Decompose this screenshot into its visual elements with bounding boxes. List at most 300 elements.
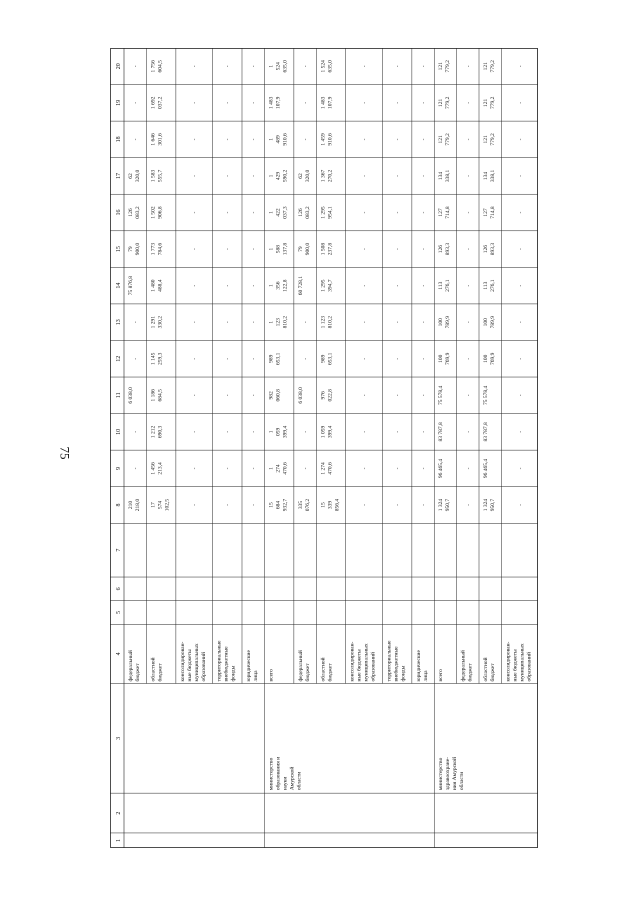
empty-cell-dash: - [421,504,428,506]
empty-cell-dash: - [225,211,232,214]
empty-cell-dash: - [421,101,428,104]
row-label: территориальные [216,640,223,682]
row-label: юридические [245,650,252,682]
cell-value-col-14: 113 [483,281,490,290]
empty-cell-dash: - [225,430,232,433]
column-number-9: 9 [116,466,122,470]
empty-cell-dash: - [362,504,369,506]
empty-cell-dash: - [362,138,369,141]
cell-value-col-17: 338,1 [490,169,497,183]
cell-value-col-12: 769,9 [445,352,452,365]
column-number-20: 20 [116,63,122,70]
empty-cell-dash: - [421,211,428,214]
cell-value-col-19: 779,2 [490,96,497,110]
cell-value-col-12: 100 [483,354,490,363]
empty-cell-dash: - [251,65,258,68]
column-number-7: 7 [116,548,122,552]
row-label: фонды [400,665,407,682]
cell-value-col-10: 83 787,8 [438,422,445,442]
cell-value-col-11: 022,8 [327,389,334,402]
empty-cell-dash: - [465,357,472,360]
cell-value-col-11: 060,8 [275,389,282,402]
empty-cell-dash: - [395,394,402,397]
cell-value-col-8: 076,2 [304,498,311,512]
cell-value-col-14: 1 295 [320,279,327,292]
empty-cell-dash: - [421,357,428,360]
empty-cell-dash: - [225,248,232,250]
empty-cell-dash: - [362,175,369,177]
empty-cell-dash: - [362,357,369,360]
cell-value-col-17: 1 583 [150,169,157,183]
empty-cell-dash: - [225,504,232,506]
row-label: внебюджетные [223,646,230,682]
cell-value-col-15: 784,6 [157,242,164,256]
cell-value-col-11: 75 578,4 [438,385,445,405]
row-label: бюджет [327,663,334,682]
cell-value-col-17: 555,7 [157,169,164,183]
empty-cell-dash: - [421,467,428,470]
cell-value-col-8: 210 [128,500,134,510]
cell-value-col-15: 137,8 [282,242,289,256]
column-number-4: 4 [116,652,122,656]
cell-value-col-15: 893,3 [445,242,452,256]
empty-cell-dash: - [133,101,140,104]
empty-cell-dash: - [517,175,524,177]
empty-cell-dash: - [133,321,140,324]
empty-cell-dash: - [465,175,472,177]
organization-name: Амурской [289,766,296,791]
cell-value-col-16: 422 [275,208,282,217]
empty-cell-dash: - [395,321,402,324]
cell-value-col-14: 1 480 [150,279,157,292]
cell-value-col-15: 79 [128,246,134,252]
cell-value-col-17: 590,2 [282,169,289,183]
empty-cell-dash: - [395,248,402,250]
empty-cell-dash: - [192,101,199,104]
row-label: муниципальных [193,643,200,682]
cell-value-col-20: 121 [438,62,445,71]
empty-cell-dash: - [192,357,199,360]
row-label: областной [150,657,157,682]
cell-value-col-17: 320,0 [304,169,311,183]
cell-value-col-8: 339 [327,500,334,510]
cell-value-col-20: 635,0 [282,60,289,73]
empty-cell-dash: - [133,138,140,141]
column-number-8: 8 [116,503,122,507]
organization-name: министерство [268,757,275,791]
empty-cell-dash: - [362,211,369,214]
cell-value-col-8: 950,7 [445,498,452,512]
empty-cell-dash: - [251,321,258,324]
cell-value-col-12: 989 [320,354,327,363]
cell-value-col-15: 900,0 [135,242,141,256]
cell-value-col-17: 429 [275,171,282,181]
cell-value-col-10: 399,4 [282,425,289,439]
cell-value-col-17: 134 [438,171,445,181]
cell-value-col-14: 488,4 [157,279,164,292]
cell-value-col-15: 79 [297,246,304,252]
empty-cell-dash: - [517,430,524,433]
cell-value-col-16: 126 [297,208,304,217]
empty-cell-dash: - [517,284,524,287]
row-label: территориальные [386,640,393,682]
cell-value-col-14: 113 [438,281,445,290]
cell-value-col-8: 15 [320,502,327,508]
empty-cell-dash: - [362,394,369,397]
cell-value-col-16: 127 [483,208,490,217]
empty-cell-dash: - [517,321,524,324]
empty-cell-dash: - [395,175,402,177]
empty-cell-dash: - [303,101,310,104]
empty-cell-dash: - [421,284,428,287]
row-label: бюджет [135,663,141,682]
cell-value-col-11: 6 038,0 [128,387,134,404]
cell-value-col-10: 1 [268,430,275,434]
empty-cell-dash: - [303,467,310,470]
row-label: областной [320,657,327,682]
empty-cell-dash: - [225,65,232,68]
empty-cell-dash: - [465,138,472,141]
cell-value-col-16: 1 [268,211,275,214]
empty-cell-dash: - [251,101,258,104]
cell-value-col-8: 932,7 [282,498,289,512]
cell-value-col-14: 276,1 [445,279,452,292]
column-number-12: 12 [116,355,122,362]
cell-value-col-18: 121 [438,135,445,144]
row-label: бюджет [304,663,311,682]
row-label: бюджет [467,663,474,682]
cell-value-col-19: 1 483 [320,96,327,110]
cell-value-col-9: 470,6 [282,462,289,475]
cell-value-col-16: 906,8 [157,206,164,219]
cell-value-col-13: 810,2 [282,316,289,329]
empty-cell-dash: - [251,504,258,506]
empty-cell-dash: - [303,65,310,68]
empty-cell-dash: - [362,248,369,250]
organization-name: министерство [438,757,445,791]
row-label: ные бюджеты [356,649,363,682]
empty-cell-dash: - [465,101,472,104]
cell-value-col-20: 1 756 [150,60,157,73]
empty-cell-dash: - [465,65,472,68]
row-label: образований [200,652,207,682]
empty-cell-dash: - [192,248,199,250]
cell-value-col-12: 653,1 [327,352,334,365]
empty-cell-dash: - [251,211,258,214]
table-border [111,49,538,848]
empty-cell-dash: - [395,357,402,360]
row-label: юридические [415,650,422,682]
empty-cell-dash: - [465,248,472,250]
empty-cell-dash: - [465,394,472,397]
row-label: ные бюджеты [512,649,519,682]
empty-cell-dash: - [465,211,472,214]
empty-cell-dash: - [133,357,140,360]
cell-value-col-9: 470,6 [327,462,334,475]
column-number-1: 1 [116,838,122,842]
cell-value-col-19: 1 483 [268,96,275,110]
cell-value-col-12: 259,3 [157,352,164,365]
cell-value-col-16: 714,8 [490,206,497,219]
cell-value-col-12: 989 [268,354,275,363]
empty-cell-dash: - [395,101,402,104]
cell-value-col-13: 123 [275,318,282,327]
cell-value-col-18: 779,2 [445,133,452,146]
cell-value-col-9: 1 [268,467,275,470]
cell-value-col-13: 1 [268,320,275,324]
row-label: федеральный [460,650,467,682]
row-label: всего [268,669,275,682]
cell-value-col-11: 1 186 [150,389,157,402]
cell-value-col-13: 100 [483,318,490,327]
empty-cell-dash: - [225,394,232,397]
cell-value-col-15: 1 [268,247,275,251]
empty-cell-dash: - [225,284,232,287]
empty-cell-dash: - [362,101,369,104]
cell-value-col-19: 037,2 [157,96,164,110]
cell-value-col-14: 60 728,1 [297,276,304,296]
cell-value-col-17: 1 [268,174,275,178]
column-number-2: 2 [116,811,122,815]
cell-value-col-15: 126 [438,244,445,254]
cell-value-col-10: 690,3 [157,425,164,439]
row-label: лица [252,670,259,682]
cell-value-col-15: 900,0 [304,242,311,256]
empty-cell-dash: - [251,175,258,177]
empty-cell-dash: - [421,138,428,141]
cell-value-col-12: 769,9 [490,352,497,365]
cell-value-col-10: 399,4 [327,425,334,439]
cell-value-col-10: 1 059 [320,425,327,439]
cell-value-col-18: 1 [268,138,275,141]
cell-value-col-19: 1 692 [150,96,157,110]
empty-cell-dash: - [225,321,232,324]
row-label: областной [483,657,490,682]
cell-value-col-17: 338,1 [445,169,452,183]
cell-value-col-20: 1 524 [320,60,327,73]
empty-cell-dash: - [192,467,199,470]
cell-value-col-8: 950,7 [490,498,497,512]
cell-value-col-18: 779,2 [490,133,497,146]
cell-value-col-16: 083,2 [304,206,311,219]
cell-value-col-16: 954,1 [327,206,334,219]
cell-value-col-19: 121 [438,98,445,107]
row-label: ные бюджеты [186,649,193,682]
column-number-10: 10 [116,428,122,435]
cell-value-col-20: 1 [268,64,275,68]
cell-value-col-9: 1 274 [320,462,327,475]
cell-value-col-11: 6 038,0 [297,387,304,404]
column-number-17: 17 [116,172,122,179]
cell-value-col-17: 1 367 [320,169,327,183]
empty-cell-dash: - [395,284,402,287]
empty-cell-dash: - [517,248,524,250]
cell-value-col-8: 17 [150,502,157,508]
cell-value-col-9: 96 465,4 [483,458,490,479]
empty-cell-dash: - [192,175,199,177]
cell-value-col-14: 394,7 [327,279,334,292]
cell-value-col-15: 126 [483,244,490,254]
column-number-15: 15 [116,246,122,253]
empty-cell-dash: - [192,138,199,141]
column-number-6: 6 [116,587,122,591]
cell-value-col-8: 335 [297,500,304,510]
cell-value-col-8: 856,4 [334,498,341,512]
organization-name: области [296,771,303,791]
empty-cell-dash: - [517,138,524,141]
row-label: фонды [230,665,237,682]
cell-value-col-13: 810,2 [327,316,334,329]
cell-value-col-8: 15 [268,502,275,508]
cell-value-col-18: 910,6 [282,133,289,146]
empty-cell-dash: - [362,65,369,68]
cell-value-col-8: 684 [275,500,282,510]
cell-value-col-8: 1 324 [438,498,445,512]
empty-cell-dash: - [192,65,199,68]
empty-cell-dash: - [395,467,402,470]
cell-value-col-12: 653,1 [275,352,282,365]
cell-value-col-8: 102,5 [164,498,171,512]
empty-cell-dash: - [303,357,310,360]
cell-value-col-14: 122,8 [282,279,289,292]
empty-cell-dash: - [192,504,199,506]
empty-cell-dash: - [517,65,524,68]
page-number: 75 [57,446,73,460]
cell-value-col-13: 100 [438,318,445,327]
cell-value-col-13: 330,2 [157,316,164,329]
empty-cell-dash: - [225,467,232,470]
row-label: федеральный [128,650,134,682]
empty-cell-dash: - [465,430,472,433]
empty-cell-dash: - [421,248,428,250]
cell-value-col-16: 1 502 [150,206,157,219]
cell-value-col-16: 1 295 [320,206,327,219]
cell-value-col-8: 574 [157,500,164,510]
cell-value-col-17: 62 [297,173,304,179]
cell-value-col-12: 1 145 [150,352,157,365]
empty-cell-dash: - [251,430,258,433]
empty-cell-dash: - [517,394,524,397]
cell-value-col-15: 1 508 [320,242,327,256]
cell-value-col-14: 356 [275,281,282,290]
empty-cell-dash: - [192,211,199,214]
cell-value-col-19: 107,9 [327,96,334,110]
budget-table-svg [110,48,538,848]
cell-value-col-15: 237,8 [327,242,334,256]
cell-value-col-15: 1 773 [150,242,157,256]
organization-name: области [459,771,466,791]
empty-cell-dash: - [251,248,258,250]
cell-value-col-9: 274 [275,464,282,473]
empty-cell-dash: - [395,211,402,214]
column-number-19: 19 [116,99,122,106]
cell-value-col-20: 524 [275,62,282,71]
cell-value-col-16: 127 [438,208,445,217]
empty-cell-dash: - [395,138,402,141]
row-label: всего [438,669,445,682]
table-rotated-group [110,48,538,848]
row-label: бюджет [490,663,497,682]
cell-value-col-13: 1 291 [150,316,157,329]
empty-cell-dash: - [225,138,232,141]
cell-value-col-11: 684,5 [157,389,164,402]
cell-value-col-20: 779,2 [490,60,497,73]
cell-value-col-19: 121 [483,98,490,107]
empty-cell-dash: - [251,357,258,360]
row-label: муниципальных [519,643,526,682]
cell-value-col-18: 1 646 [150,133,157,146]
cell-value-col-16: 037,3 [282,206,289,219]
cell-value-col-14: 75 876,8 [128,276,134,296]
cell-value-col-20: 779,2 [445,60,452,73]
row-label: образований [526,652,533,682]
column-number-13: 13 [116,319,122,326]
empty-cell-dash: - [251,284,258,287]
empty-cell-dash: - [395,504,402,506]
empty-cell-dash: - [225,175,232,177]
cell-value-col-12: 100 [438,354,445,363]
cell-value-col-19: 107,9 [275,96,282,110]
cell-value-col-9: 96 465,4 [438,458,445,479]
cell-value-col-11: 982 [268,391,275,400]
empty-cell-dash: - [192,430,199,433]
cell-value-col-17: 62 [128,173,134,179]
budget-table [110,48,538,848]
empty-cell-dash: - [192,394,199,397]
empty-cell-dash: - [421,175,428,177]
cell-value-col-13: 789,9 [445,316,452,329]
cell-value-col-8: 1 324 [483,498,490,512]
cell-value-col-16: 126 [128,208,134,217]
organization-name: образования и [275,756,282,791]
column-number-5: 5 [116,611,122,615]
row-label: образований [370,652,377,682]
empty-cell-dash: - [133,467,140,470]
cell-value-col-18: 1 459 [320,133,327,146]
empty-cell-dash: - [421,65,428,68]
empty-cell-dash: - [517,211,524,214]
cell-value-col-16: 083,2 [135,206,141,219]
cell-value-col-10: 059 [275,427,282,436]
empty-cell-dash: - [465,284,472,287]
cell-value-col-17: 134 [483,171,490,181]
cell-value-col-20: 121 [483,62,490,71]
cell-value-col-16: 714,8 [445,206,452,219]
cell-value-col-11: 976 [320,391,327,400]
cell-value-col-17: 270,2 [327,169,334,183]
empty-cell-dash: - [303,321,310,324]
cell-value-col-18: 301,6 [157,133,164,146]
empty-cell-dash: - [421,394,428,397]
cell-value-col-20: 635,0 [327,60,334,73]
empty-cell-dash: - [192,284,199,287]
empty-cell-dash: - [421,321,428,324]
empty-cell-dash: - [225,101,232,104]
empty-cell-dash: - [517,467,524,470]
empty-cell-dash: - [517,101,524,104]
row-label: лица [422,670,429,682]
cell-value-col-20: 604,5 [157,60,164,73]
cell-value-col-11: 75 578,4 [483,385,490,405]
row-label: консолидирован- [179,641,186,682]
cell-value-col-10: 1 212 [150,425,157,439]
empty-cell-dash: - [395,65,402,68]
empty-cell-dash: - [517,504,524,506]
column-number-11: 11 [116,392,122,399]
row-label: консолидирован- [505,641,512,682]
empty-cell-dash: - [133,65,140,68]
row-label: муниципальных [363,643,370,682]
